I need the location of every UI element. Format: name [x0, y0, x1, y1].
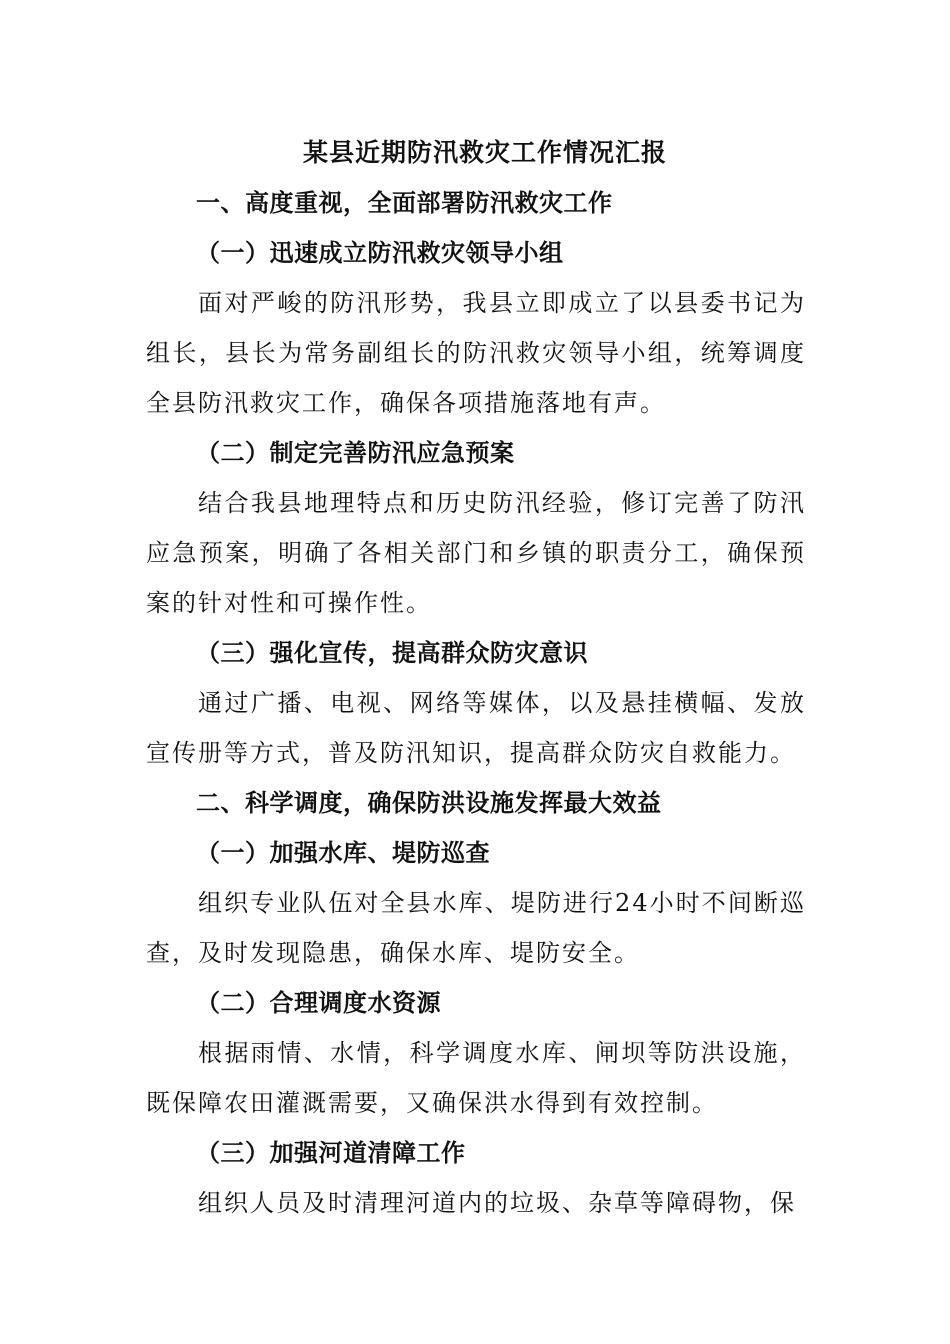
document-body	[146, 128, 806, 1228]
paragraph-2-2: 根据雨情、水情，科学调度水库、闸坝等防洪设施，既保障农田灌溉需要，又确保洪水得到有效控制。	[146, 1039, 806, 1117]
subsection-heading-1-1: （一）迅速成立防汛救灾领导小组	[196, 239, 564, 267]
paragraph-1-2: 结合我县地理特点和历史防汛经验，修订完善了防汛应急预案，明确了各相关部门和乡镇的职责分工，确保预案的针对性和可操作性。	[146, 489, 806, 617]
document-title: 某县近期防汛救灾工作情况汇报	[302, 138, 667, 167]
section-heading-1: 一、高度重视，全面部署防汛救灾工作	[196, 189, 613, 217]
paragraph-1-1: 面对严峻的防汛形势，我县立即成立了以县委书记为组长，县长为常务副组长的防汛救灾领导小组，统筹调度全县防汛救灾工作，确保各项措施落地有声。	[146, 289, 806, 417]
subsection-heading-1-3: （三）强化宣传，提高群众防灾意识	[196, 639, 588, 667]
paragraph-2-3: 组织人员及时清理河道内的垃圾、杂草等障碍物，保	[198, 1189, 796, 1217]
paragraph-1-3: 通过广播、电视、网络等媒体，以及悬挂横幅、发放宣传册等方式，普及防汛知识，提高群众防灾自救能力。	[146, 689, 806, 767]
section-heading-2: 二、科学调度，确保防洪设施发挥最大效益	[196, 789, 662, 817]
subsection-heading-2-2: （二）合理调度水资源	[196, 989, 441, 1017]
subsection-heading-1-2: （二）制定完善防汛应急预案	[196, 439, 515, 467]
paragraph-2-1: 组织专业队伍对全县水库、堤防进行24小时不间断巡查，及时发现隐患，确保水库、堤防安全。	[146, 889, 806, 967]
subsection-heading-2-1: （一）加强水库、堤防巡查	[196, 839, 490, 867]
subsection-heading-2-3: （三）加强河道清障工作	[196, 1139, 466, 1167]
